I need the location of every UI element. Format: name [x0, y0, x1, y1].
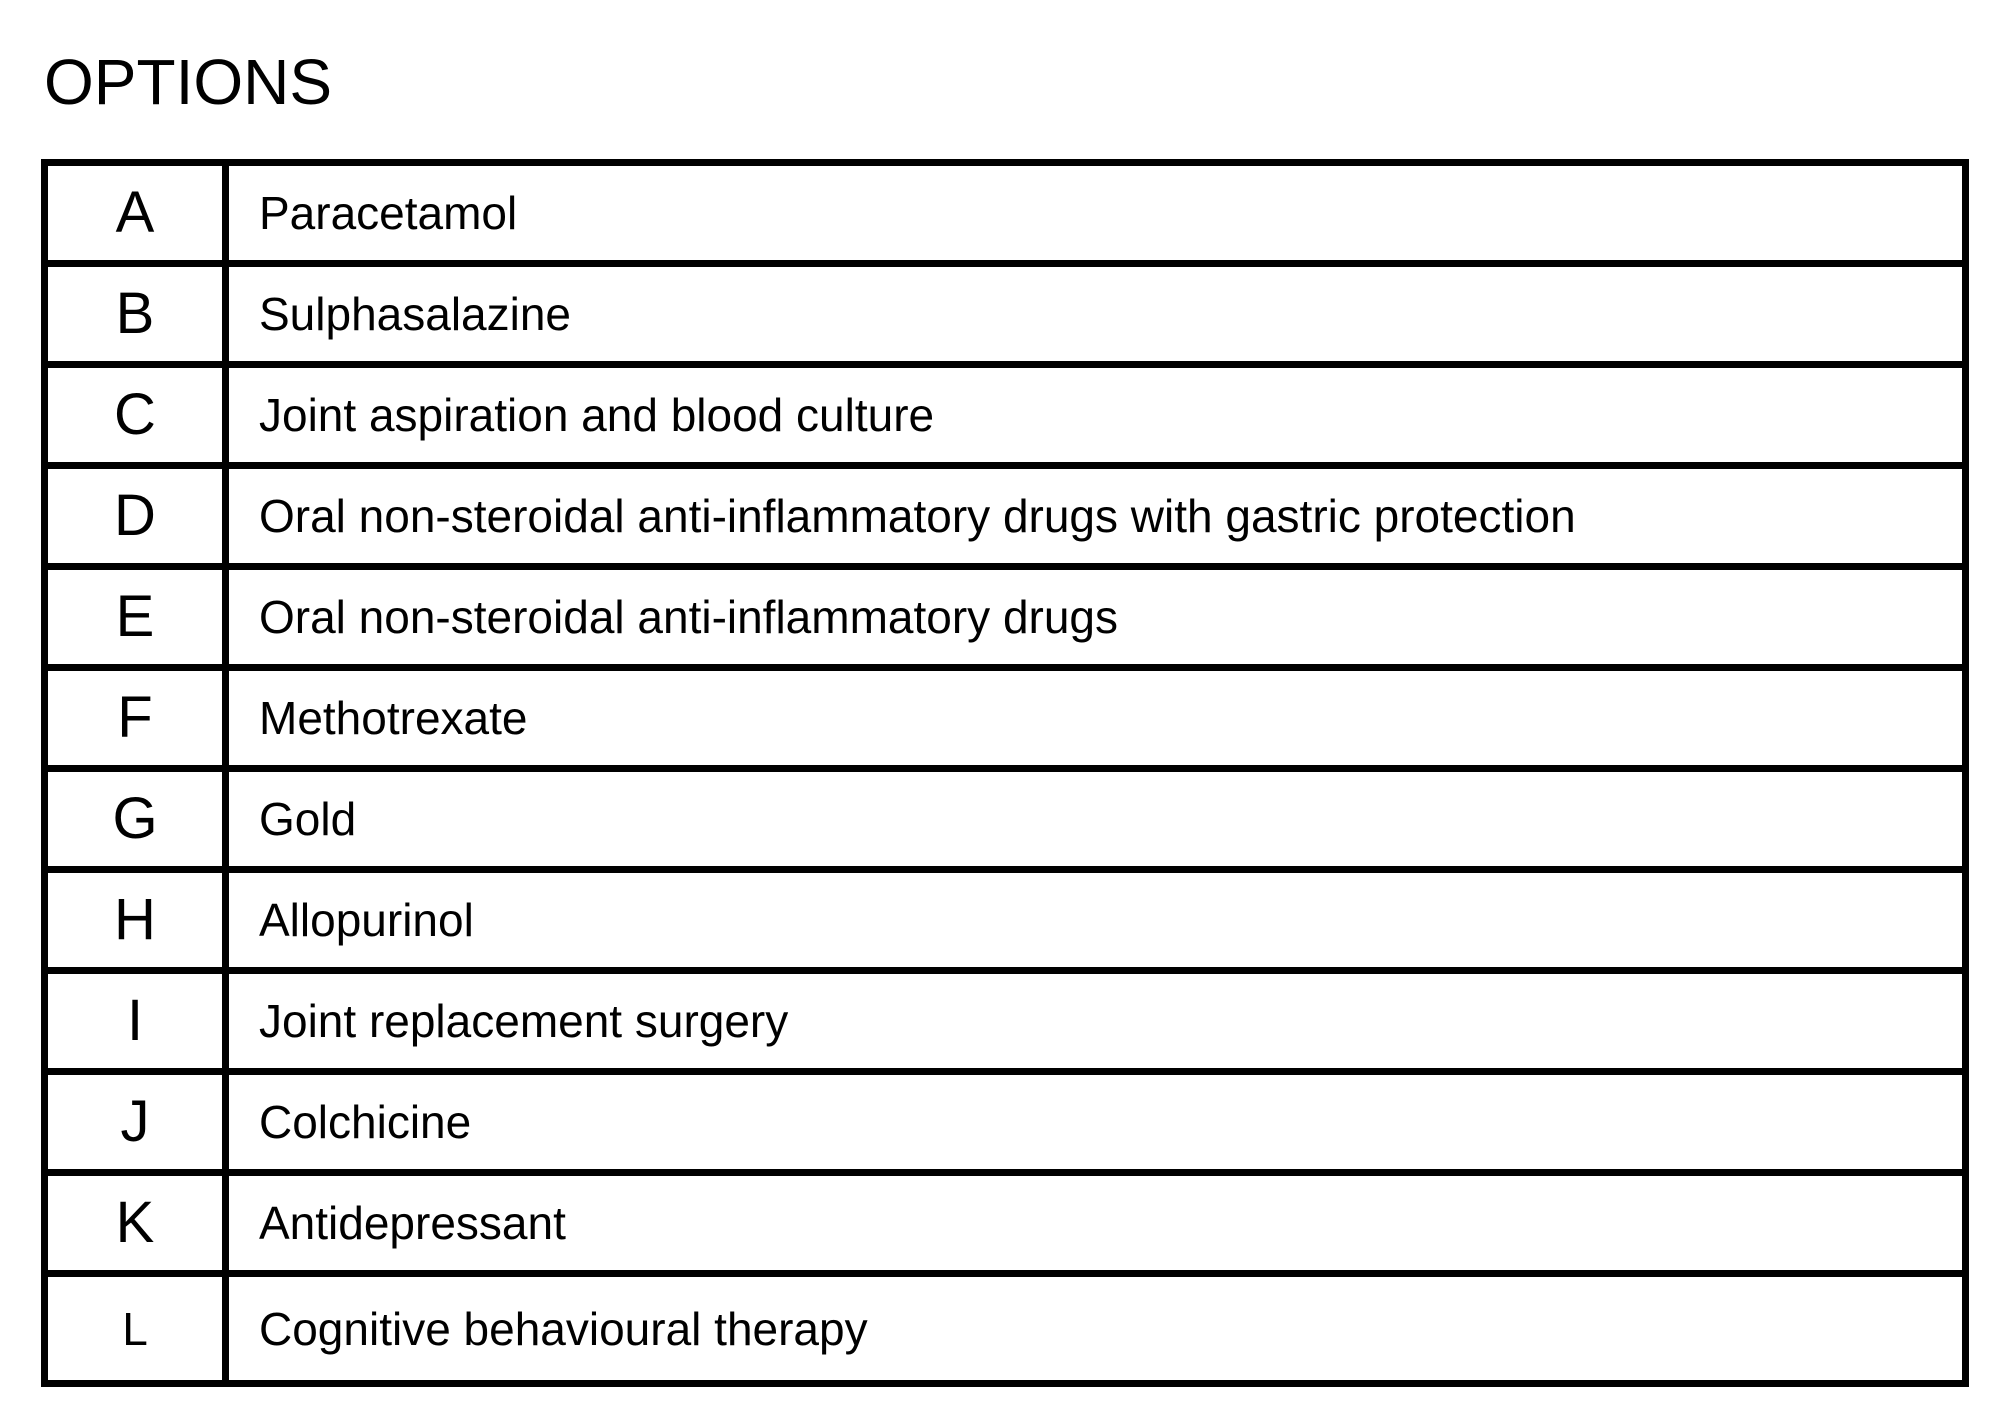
option-row-k: [45, 1173, 1966, 1274]
option-text: Sulphasalazine: [226, 264, 1966, 365]
option-letter: I: [45, 971, 226, 1072]
option-letter: K: [45, 1173, 226, 1274]
option-row-b: [45, 264, 1966, 365]
option-text: Paracetamol: [226, 163, 1966, 264]
option-text: Oral non-steroidal anti-inflammatory drugs with gastric protection: [226, 466, 1966, 567]
option-text: Gold: [226, 769, 1966, 870]
option-row-i: [45, 971, 1966, 1072]
option-text: Allopurinol: [226, 870, 1966, 971]
option-row-g: [45, 769, 1966, 870]
option-letter: J: [45, 1072, 226, 1173]
option-row-f: [45, 668, 1966, 769]
option-row-a: [45, 163, 1966, 264]
page-title: OPTIONS: [44, 46, 333, 118]
option-row-h: [45, 870, 1966, 971]
option-row-j: [45, 1072, 1966, 1173]
option-row-c: [45, 365, 1966, 466]
option-letter: A: [45, 163, 226, 264]
options-table: [41, 159, 1969, 1387]
option-letter: B: [45, 264, 226, 365]
option-row-d: [45, 466, 1966, 567]
option-letter: D: [45, 466, 226, 567]
option-row-l: [45, 1274, 1966, 1384]
option-letter: F: [45, 668, 226, 769]
option-text: Oral non-steroidal anti-inflammatory drugs: [226, 567, 1966, 668]
option-text: Joint replacement surgery: [226, 971, 1966, 1072]
option-letter: C: [45, 365, 226, 466]
option-letter: L: [45, 1274, 226, 1384]
option-letter: G: [45, 769, 226, 870]
option-letter: E: [45, 567, 226, 668]
option-row-e: [45, 567, 1966, 668]
option-text: Antidepressant: [226, 1173, 1966, 1274]
option-letter: H: [45, 870, 226, 971]
option-text: Methotrexate: [226, 668, 1966, 769]
option-text: Colchicine: [226, 1072, 1966, 1173]
option-text: Joint aspiration and blood culture: [226, 365, 1966, 466]
option-text: Cognitive behavioural therapy: [226, 1274, 1966, 1384]
